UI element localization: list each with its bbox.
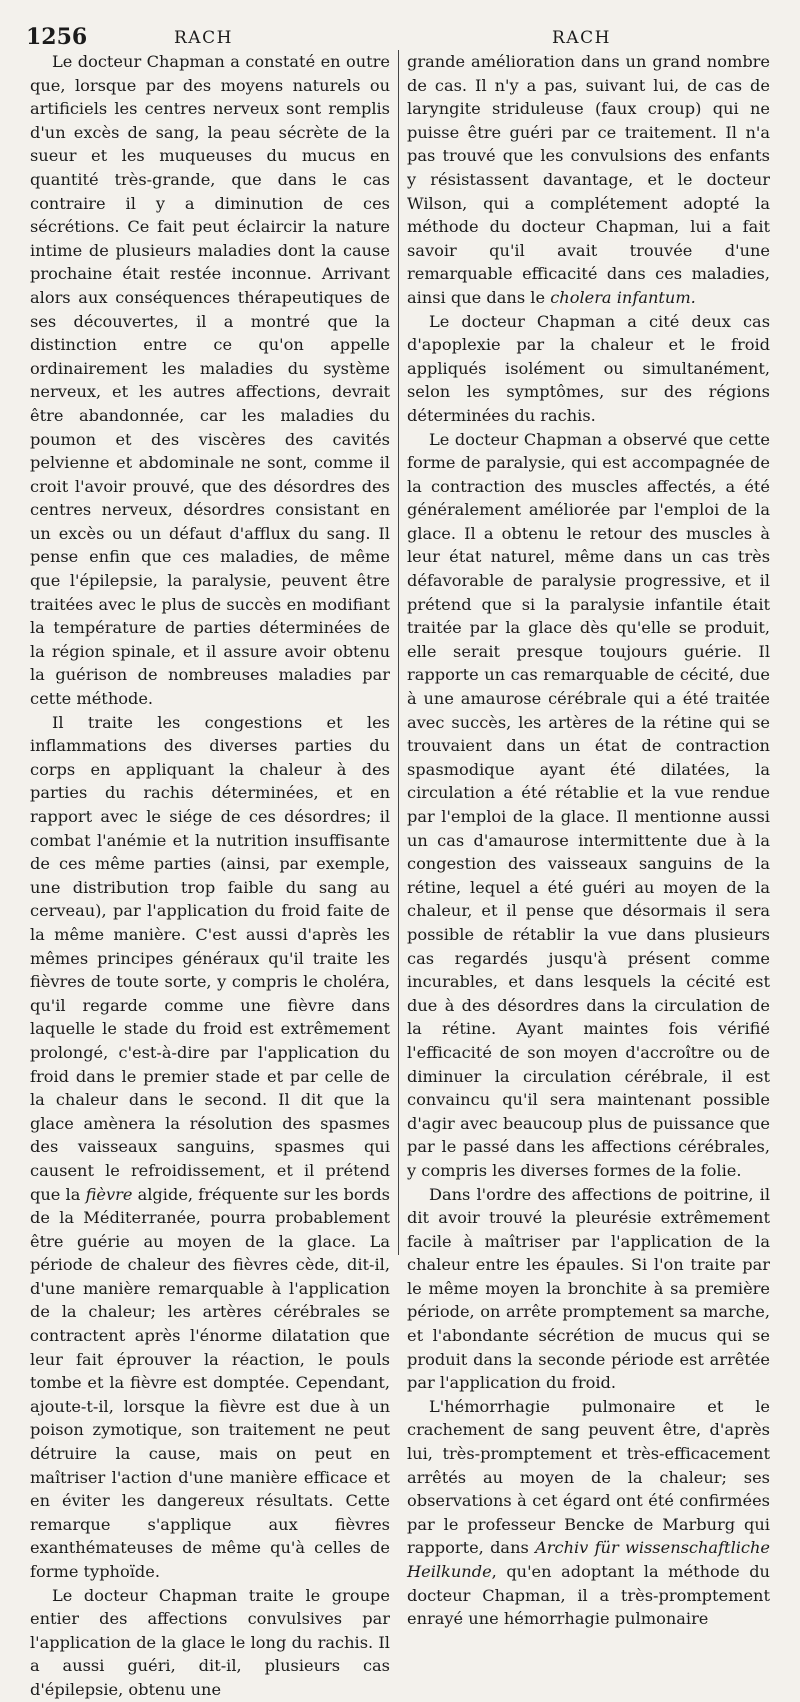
running-head-right: RACH [552, 28, 611, 48]
paragraph [407, 50, 770, 310]
text-run: Il traite les congestions et les inflammations des diverses parties du corps en appliquant la chaleur à des parties du rachis déterminées, et en rapport avec le siége de ces désordres; il combat l'anémie et la nutrition insuffisante de ces même parties (ainsi, par exemple, une distribution trop faible du sang au cerveau), par l'application du froid faite de la même manière. C'est aussi d'après les mêmes principes généraux qu'il traite les fièvres de toute sorte, y compris le choléra, qu'il regarde comme une fièvre dans laquelle le stade du froid est extrêmement prolongé, c'est-à-dire par l'application du froid dans le premier stade et par celle de la chaleur dans le second. Il dit que la glace amènera la résolution des spasmes des vaisseaux sanguins, spasmes qui causent le refroidissement, et il prétend que la [30, 712, 390, 1204]
italic-text: Archiv für wissenschaftliche Heilkunde [407, 1538, 770, 1581]
paragraph: Le docteur Chapman traite le groupe entier des affections convulsives par l'application de la glace le long du rachis. Il a aussi guéri, dit-il, plusieurs cas d'épilepsie, obtenu une [30, 1585, 390, 1699]
paragraph: Le docteur Chapman a observé que cette forme de paralysie, qui est accompagnée de la contraction des muscles affectés, a été généralement améliorée par l'emploi de la glace. Il a obtenu le retour des muscles à leur état naturel, même dans un cas très défavorable de paralysie progressive, et il prétend que si la paralysie infantile était traitée par la glace dès qu'elle se produit, elle serait presque toujours guérie. Il rapporte un cas remarquable de cécité, due à une amaurose cérébrale qui a été traitée avec succès, les artères de la rétine qui se trouvaient dans un état de contraction spasmodique ayant été dilatées, la circulation a été rétablie et la vue rendue par l'emploi de la glace. Il mentionne aussi un cas d'amaurose intermittente due à la congestion des vaisseaux sanguins de la rétine, lequel a été guéri au moyen de la chaleur, et il pense que désormais il sera possible de rétablir la vue dans plusieurs cas regardés jusqu'à présent comme incurables, et dans lesquels la cécité est due à des désordres dans la circulation de la rétine. Ayant maintes fois vérifié l'efficacité de son moyen d'accroître ou de diminuer la circulation cérébrale, il est convaincu qu'il sera maintenant possible d'agir avec beaucoup plus de puissance que par le passé dans les affections cérébrales, y compris les diverses formes de la folie. [407, 429, 770, 1180]
running-head-left: RACH [174, 28, 233, 48]
italic-text: cholera infantum. [550, 287, 696, 307]
paragraph: Le docteur Chapman a constaté en outre que, lorsque par des moyens naturels ou artificiels les centres nerveux sont remplis d'un excès de sang, la peau sécrète de la sueur et les muqueuses du mucus en quantité très-grande, que dans le cas contraire il y a diminution de ces sécrétions. Ce fait peut éclaircir la nature intime de plusieurs maladies dont la cause prochaine était restée inconnue. Arrivant alors aux conséquences thérapeutiques de ses découvertes, il a montré que la distinction entre ce qu'on appelle ordinairement les maladies du système nerveux, et les autres affections, devrait être abandonnée, car les maladies du poumon et des viscères des cavités pelvienne et abdominale ne sont, comme il croit l'avoir prouvé, que des désordres des centres nerveux, désordres consistant en un excès ou un défaut d'afflux du sang. Il pense enfin que ces maladies, de même que l'épilepsie, la paralysie, peuvent être traitées avec le plus de succès en modifiant la température de parties déterminées de la région spinale, et il assure avoir obtenu la guérison de nombreuses maladies par cette méthode. [30, 52, 390, 709]
left-column [30, 50, 390, 1699]
column-divider [398, 50, 399, 1255]
right-column [407, 50, 770, 1629]
text-run: grande amélioration dans un grand nombre de cas. Il n'y a pas, suivant lui, de cas de laryngite striduleuse (faux croup) qui ne puisse être guéri par ce traitement. Il n'a pas trouvé que les convulsions des enfants y résistassent davantage, et le docteur Wilson, qui a complétement adopté la méthode du docteur Chapman, lui a fait savoir qu'il avait trouvée d'une remarquable efficacité dans ces maladies, ainsi que dans le [407, 52, 770, 307]
paragraph: Le docteur Chapman a cité deux cas d'apoplexie par la chaleur et le froid appliqués isolément ou simultanément, selon les symptômes, sur des régions déterminées du rachis. [407, 311, 770, 425]
page-number: 1256 [26, 24, 88, 50]
paragraph: Dans l'ordre des affections de poitrine, il dit avoir trouvé la pleurésie extrêmement facile à maîtriser par l'application de la chaleur entre les épaules. Si l'on traite par le même moyen la bronchite à sa première période, on arrête promptement sa marche, et l'abondante sécrétion de mucus qui se produit dans la seconde période est arrêtée par l'application du froid. [407, 1184, 770, 1393]
paragraph [407, 1395, 770, 1631]
text-run: , qu'en adoptant la méthode du docteur Chapman, il a très-promptement enrayé une hémorrhagie pulmonaire [407, 1562, 770, 1629]
text-run: L'hémorrhagie pulmonaire et le crachement de sang peuvent être, d'après lui, très-promptement et très-efficacement arrêtés au moyen de la chaleur; ses observations à cet égard ont été confirmées par le professeur Bencke de Marburg qui rapporte, dans [407, 1396, 770, 1558]
paragraph [30, 711, 390, 1584]
text-run: algide, fréquente sur les bords de la Méditerranée, pourra probablement être guérie au moyen de la glace. La période de chaleur des fièvres cède, dit-il, d'une manière remarquable à l'application de la chaleur; les artères cérébrales se contractent après l'énorme dilatation que leur fait éprouver la réaction, le pouls tombe et la fièvre est domptée. Cependant, ajoute-t-il, lorsque la fièvre est due à un poison zymotique, son traitement ne peut détruire la cause, mais on peut en maîtriser l'action d'une manière efficace et en éviter les dangereux résultats. Cette remarque s'applique aux fièvres exanthémateuses de même qu'à celles de forme typhoïde. [30, 1184, 390, 1581]
italic-text: fièvre [85, 1184, 133, 1204]
